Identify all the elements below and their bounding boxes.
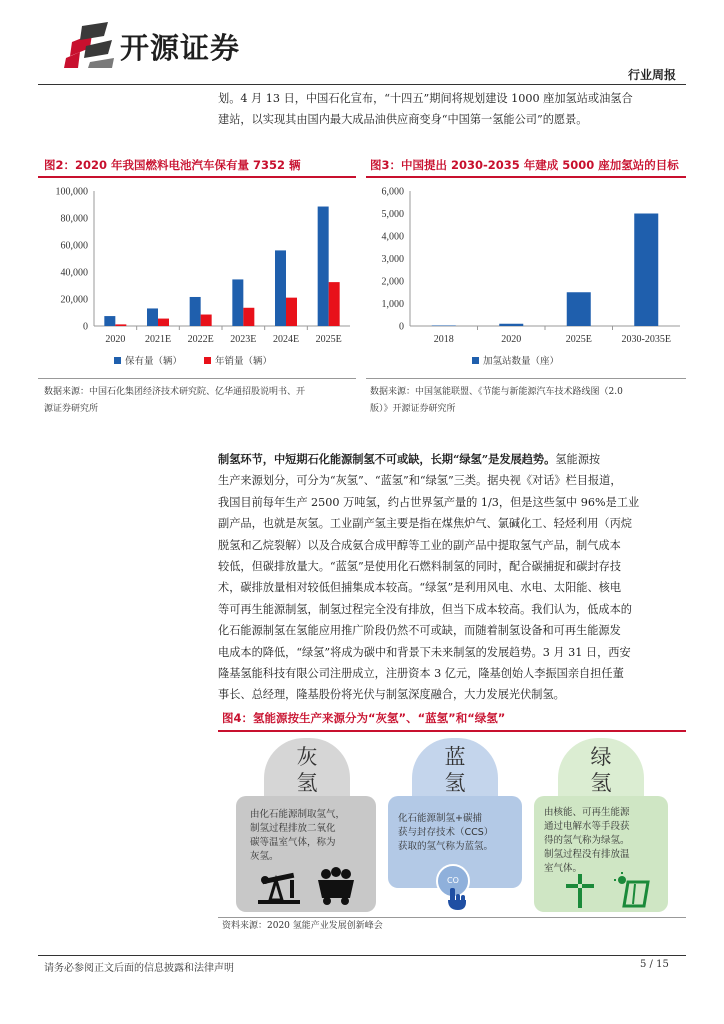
card-desc-line: 由化石能源制取氢气， — [250, 809, 346, 820]
card-title-line: 氢 — [590, 771, 612, 795]
x-tick-label: 2023E — [230, 334, 257, 345]
card-desc-line: 通过电解水等手段获 — [544, 821, 630, 832]
figure3-source — [370, 384, 686, 418]
card-desc-line: 制氢过程没有排放温 — [544, 849, 630, 860]
x-tick-label: 2024E — [272, 334, 300, 345]
card-desc-line: 获与封存技术（CCS） — [398, 827, 494, 838]
page-number: 5 / 15 — [640, 959, 669, 970]
body-line: 我国目前每年生产 2500 万吨氢，约占世界氢产量的 1/3，但是这些氢中 96%是工业 — [218, 495, 640, 509]
source-line: 版）》开源证券研究所 — [370, 404, 456, 414]
figure3-chart — [366, 178, 686, 378]
card-title-line: 氢 — [444, 771, 466, 795]
bar-primary — [634, 214, 658, 327]
x-tick-label: 2020 — [105, 334, 126, 345]
bar-primary — [232, 279, 243, 326]
body-line: 脱氢和乙烷裂解）以及合成氨合成甲醇等工业的副产品中提取氢气产品，制气成本 — [218, 538, 621, 552]
body-paragraph — [218, 449, 686, 706]
intro-line: 划。4 月 13 日，中国石化宣布，“十四五”期间将规划建设 1000 座加氢站或油氢合 — [218, 92, 633, 105]
figure2-chart — [38, 178, 356, 378]
body-line: 等可再生能源制氢，制氢过程完全没有排放，但当下成本较高。我们认为，低成本的 — [218, 602, 632, 616]
bar-secondary — [286, 298, 297, 326]
source-line: 源证券研究所 — [44, 404, 99, 414]
bold-lead: 制氢环节，中短期石化能源制氢不可或缺，长期“绿氢”是发展趋势。 — [218, 452, 556, 466]
bar-primary — [318, 207, 329, 326]
body-line: 较低，但碳排放量大。“蓝氢”是使用化石燃料制氢的同时，配合碳捕捉和碳封存技 — [218, 560, 622, 574]
body-line: 氢能源按 — [555, 453, 601, 466]
bar-primary — [499, 324, 523, 326]
y-tick-label: 60,000 — [60, 240, 88, 252]
card-desc-line: 化石能源制氢+碳捕 — [398, 813, 482, 824]
bar-primary — [275, 250, 286, 326]
legend-label: 年销量（辆） — [215, 357, 273, 367]
x-tick-label: 2025E — [315, 334, 342, 345]
bar-secondary — [158, 319, 169, 326]
intro-line: 建站，以实现其由国内最大成品油供应商变身“中国第一氢能公司”的愿景。 — [218, 113, 588, 126]
card-title-line: 绿 — [590, 745, 612, 769]
y-tick-label: 6,000 — [381, 186, 404, 198]
body-line: 术，碳排放量相对较低但捕集成本较高。“绿氢”是利用风电、水电、太阳能、核电 — [218, 581, 622, 595]
legend-label: 加氢站数量（座） — [483, 357, 560, 367]
solar-panel-icon — [614, 872, 650, 908]
x-tick-label: 2030-2035E — [621, 334, 671, 345]
y-tick-label: 4,000 — [381, 231, 404, 243]
y-tick-label: 3,000 — [381, 254, 404, 265]
bar-primary — [432, 325, 456, 326]
x-tick-label: 2020 — [501, 334, 522, 345]
y-tick-label: 80,000 — [60, 213, 88, 225]
bar-primary — [104, 316, 115, 326]
card-description — [398, 812, 518, 854]
header-divider — [38, 84, 686, 85]
body-line: 电成本的降低，“绿氢”将成为碳中和背景下未来制氢的发展趋势。3 月 31 日，西安 — [218, 645, 631, 659]
body-line-first — [218, 449, 686, 470]
logo-text: 开源证券 — [120, 31, 241, 65]
figure2-bottom-rule — [38, 378, 356, 379]
x-tick-label: 2021E — [144, 334, 172, 345]
card-title — [412, 744, 498, 796]
y-tick-label: 40,000 — [60, 267, 88, 279]
brand-logo — [62, 22, 312, 70]
card-desc-line: 碳等温室气体，称为 — [250, 837, 336, 848]
section-label: 行业周报 — [627, 68, 676, 82]
y-tick-label: 0 — [83, 321, 88, 333]
card-desc-line: 灰氢。 — [250, 851, 279, 862]
card-description — [544, 806, 664, 876]
coal-cart-icon — [314, 866, 358, 906]
intro-paragraph — [218, 88, 686, 130]
source-line: 数据来源：中国石化集团经济技术研究院、亿华通招股说明书、开 — [44, 387, 306, 397]
oil-pump-icon — [256, 866, 302, 906]
card-title — [558, 744, 644, 796]
figure2-chart-svg — [38, 178, 356, 378]
card-desc-line: 由核能、可再生能源 — [544, 807, 630, 818]
legend-label: 保有量（辆） — [125, 357, 183, 367]
card-desc-line: 制氢过程排放二氧化 — [250, 823, 336, 834]
co2-badge-icon: CO — [436, 864, 470, 898]
y-tick-label: 20,000 — [60, 294, 88, 306]
y-tick-label: 5,000 — [381, 209, 404, 220]
x-tick-label: 2025E — [565, 334, 592, 345]
footer-divider — [38, 955, 686, 956]
legend-swatch — [204, 357, 211, 364]
wind-turbine-icon — [562, 874, 598, 908]
bar-secondary — [115, 324, 126, 326]
card-desc-line: 室气体。 — [544, 863, 583, 874]
x-tick-label: 2018 — [433, 334, 454, 345]
figure3-chart-svg — [366, 178, 686, 378]
bar-primary — [190, 297, 201, 326]
bar-primary — [147, 308, 158, 326]
card-title-line: 氢 — [296, 771, 318, 795]
legend-swatch — [472, 357, 479, 364]
bar-secondary — [201, 315, 212, 326]
y-tick-label: 2,000 — [381, 276, 404, 288]
legend-swatch — [114, 357, 121, 364]
body-line: 事长、总经理，隆基股份将光伏与制氢深度融合，大力发展光伏制氢。 — [218, 688, 565, 702]
figure3-bottom-rule — [366, 378, 686, 379]
source-line: 数据来源：中国氢能联盟、《节能与新能源汽车技术路线图（2.0 — [370, 387, 623, 397]
body-line: 副产品，也就是灰氢。工业副产氢主要是指在煤焦炉气、氯碱化工、轻烃利用（丙烷 — [218, 517, 632, 531]
x-tick-label: 2022E — [187, 334, 214, 345]
card-title-line: 蓝 — [444, 745, 466, 769]
card-title-line: 灰 — [296, 745, 318, 769]
y-tick-label: 0 — [399, 321, 404, 333]
y-tick-label: 100,000 — [55, 186, 88, 198]
card-description — [250, 808, 370, 864]
bar-secondary — [329, 282, 340, 326]
figure4-title: 图4：氢能源按生产来源分为“灰氢”、“蓝氢”和“绿氢” — [222, 711, 506, 725]
hand-capture-icon — [444, 886, 470, 912]
figure4-source: 资料来源：2020 氢能产业发展创新峰会 — [222, 921, 383, 931]
body-line: 生产来源划分，可分为“灰氢”、“蓝氢”和“绿氢”三类。据央视《对话》栏目报道， — [218, 474, 622, 488]
figure2-source — [44, 384, 356, 418]
blue-hydrogen-card — [388, 736, 522, 912]
y-tick-label: 1,000 — [381, 299, 404, 310]
figure2-title: 图2：2020 年我国燃料电池汽车保有量 7352 辆 — [44, 158, 301, 172]
grey-hydrogen-card — [236, 736, 376, 912]
bar-secondary — [243, 308, 254, 326]
card-title — [264, 744, 350, 796]
card-desc-line: 获取的氢气称为蓝氢。 — [398, 841, 494, 852]
figure3-title: 图3：中国提出 2030-2035 年建成 5000 座加氢站的目标 — [370, 158, 679, 172]
figure4-title-rule — [218, 730, 686, 732]
green-hydrogen-card — [534, 736, 668, 912]
body-line: 化石能源制氢在氢能应用推广阶段仍然不可或缺，而随着制氢设备和可再生能源发 — [218, 624, 621, 638]
logo-mark-icon — [62, 22, 118, 70]
bar-primary — [567, 292, 591, 326]
footer-disclaimer: 请务必参阅正文后面的信息披露和法律声明 — [44, 963, 234, 974]
body-line: 隆基氢能科技有限公司注册成立，注册资本 3 亿元，隆基创始人李振国亲自担任董 — [218, 667, 624, 681]
card-desc-line: 得的氢气称为绿氢。 — [544, 835, 630, 846]
